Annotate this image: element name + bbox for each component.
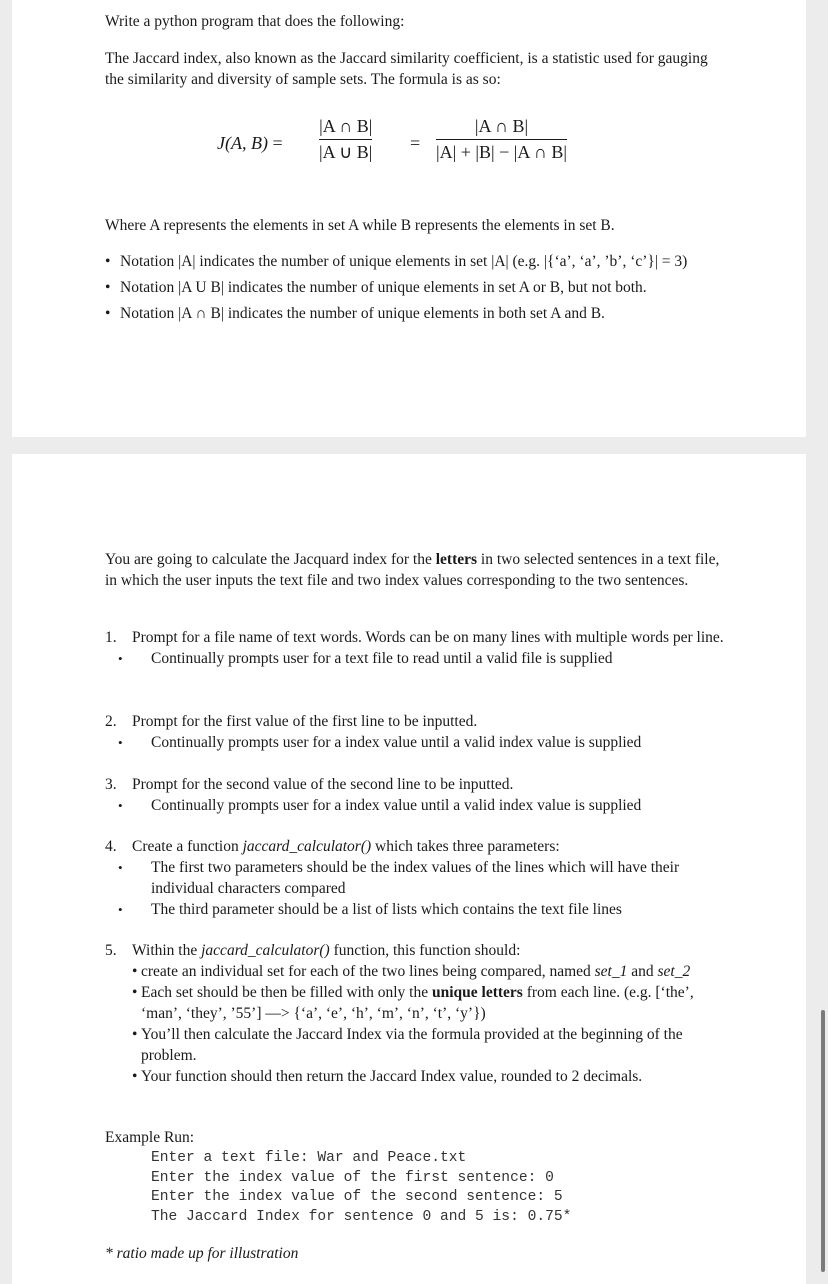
step-4: 4. Create a function jaccard_calculator() which takes three parameters: • The first two parameters should be the index values of the lines which will have their individual characters compared • The third parameter should be a list of lists which contains the text file lines <box>105 836 725 920</box>
notation-item: • Notation |A ∩ B| indicates the number of unique elements in both set A and B. <box>105 303 725 324</box>
example-line: The Jaccard Index for sentence 0 and 5 is: 0.75* <box>151 1209 572 1225</box>
formula-lhs: J(A, B) = <box>217 133 283 153</box>
task-intro: You are going to calculate the Jacquard index for the letters in two selected sentences in a text file, in which the user inputs the text file and two index values corresponding to the two sentences. <box>105 551 720 589</box>
notation-item: • Notation |A| indicates the number of unique elements in set |A| (e.g. |{‘a’, ‘a’, ’b’, ‘c’}| = 3) <box>105 251 725 272</box>
formula-equals: = <box>410 133 421 153</box>
step-5: 5. Within the jaccard_calculator() function, this function should: • create an individual set for each of the two lines being compared, named set_1 and set_2 • Each set should be then be filled with only the unique letters from each line. (e.g. [‘the’, ‘man’, ‘they’, ’55’] —> {‘a’, ‘e’, ‘h’, ‘m’, ‘n’, ‘t’, ‘y’}) • You’ll then calculate the Jaccard Index via the formula provided at the beginning of the problem. • Your function should then return the Jaccard Index value, rounded to 2 decimals. <box>105 940 725 1087</box>
footnote: * ratio made up for illustration <box>105 1245 299 1262</box>
step-2: 2. Prompt for the first value of the first line to be inputted. • Continually prompts user for a index value until a valid index value is supplied <box>105 711 725 753</box>
step-3: 3. Prompt for the second value of the second line to be inputted. • Continually prompts user for a index value until a valid index value is supplied <box>105 774 725 816</box>
scrollbar[interactable] <box>821 1010 825 1272</box>
jaccard-formula <box>212 116 632 176</box>
intro-text: Write a python program that does the following: <box>105 13 405 30</box>
step-1: 1. Prompt for a file name of text words. Words can be on many lines with multiple words per line. • Continually prompts user for a text file to read until a valid file is supplied <box>105 627 725 669</box>
where-text: Where A represents the elements in set A while B represents the elements in set B. <box>105 217 615 234</box>
problem-card-bottom <box>12 454 806 1284</box>
example-run-label: Example Run: <box>105 1129 195 1146</box>
jaccard-description: The Jaccard index, also known as the Jaccard similarity coefficient, is a statistic used for gauging the similarity and diversity of sample sets. The formula is as so: <box>105 50 708 88</box>
notation-item: • Notation |A U B| indicates the number of unique elements in set A or B, but not both. <box>105 277 725 298</box>
example-line: Enter the index value of the second sentence: 5 <box>151 1189 563 1205</box>
example-line: Enter the index value of the first sentence: 0 <box>151 1170 554 1186</box>
formula-fraction-1: |A ∩ B| |A ∪ B| <box>319 116 373 162</box>
example-line: Enter a text file: War and Peace.txt <box>151 1150 467 1166</box>
problem-card-top <box>12 0 806 437</box>
notation-list <box>105 251 725 324</box>
formula-fraction-2: |A ∩ B| |A| + |B| − |A ∩ B| <box>436 116 567 162</box>
